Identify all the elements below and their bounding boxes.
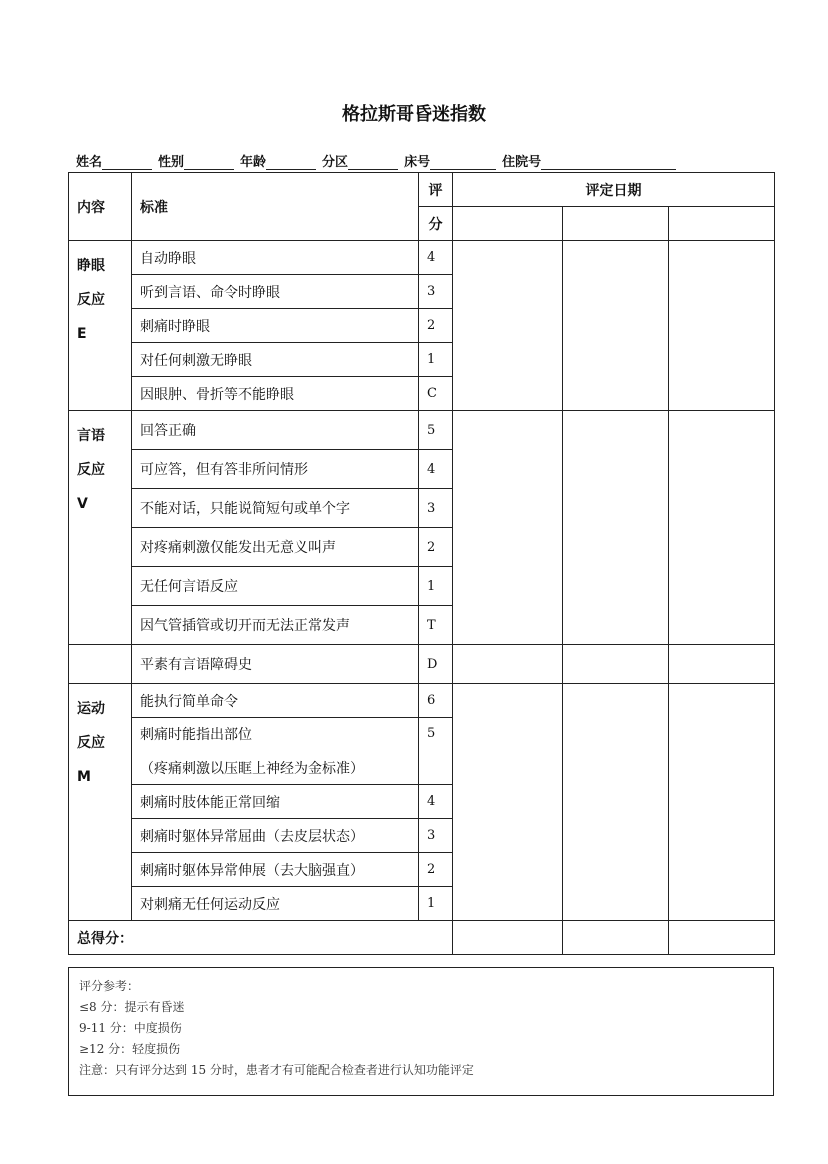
score-cell: 3 bbox=[419, 275, 453, 309]
score-cell: D bbox=[419, 645, 453, 684]
score-cell: 2 bbox=[419, 528, 453, 567]
date-score-cell-2[interactable] bbox=[563, 645, 669, 684]
score-cell: C bbox=[419, 377, 453, 411]
score-cell: 1 bbox=[419, 567, 453, 606]
date-score-cell-2[interactable] bbox=[563, 411, 669, 645]
date-cell-2[interactable] bbox=[563, 207, 669, 241]
criterion-text: 平素有言语障碍史 bbox=[140, 657, 252, 673]
scoring-reference-box bbox=[68, 967, 774, 1096]
date-score-cell-2[interactable] bbox=[563, 684, 669, 921]
criterion-cell bbox=[132, 567, 419, 606]
score-cell: 1 bbox=[419, 887, 453, 921]
total-score-label: 总得分： bbox=[69, 921, 453, 955]
criterion-cell bbox=[132, 819, 419, 853]
patient-field bbox=[404, 151, 502, 170]
patient-field-input-line[interactable] bbox=[430, 155, 496, 170]
criterion-cell bbox=[132, 718, 419, 785]
criterion-text: 不能对话，只能说简短句或单个字 bbox=[140, 501, 350, 517]
criterion-cell bbox=[132, 489, 419, 528]
criterion-cell bbox=[132, 377, 419, 411]
table-row bbox=[69, 684, 775, 718]
criterion-cell bbox=[132, 309, 419, 343]
patient-field-label: 年龄 bbox=[240, 155, 267, 170]
criterion-text: 因眼肿、骨折等不能睁眼 bbox=[140, 386, 294, 403]
reference-line: ≥12 分：轻度损伤 bbox=[79, 1042, 181, 1056]
patient-field-label: 分区 bbox=[322, 155, 349, 170]
criterion-text: 刺痛时躯体异常伸展（去大脑强直） bbox=[140, 862, 364, 879]
criterion-text: 回答正确 bbox=[140, 423, 196, 439]
total-score-cell-3[interactable] bbox=[669, 921, 775, 955]
criterion-text: 能执行简单命令 bbox=[140, 693, 238, 710]
header-criteria: 标准 bbox=[132, 173, 419, 241]
patient-field-input-line[interactable] bbox=[266, 155, 316, 170]
category-label-line: 睁眼 bbox=[77, 258, 105, 274]
category-label-line: 反应 bbox=[77, 735, 105, 751]
date-cell-3[interactable] bbox=[669, 207, 775, 241]
criterion-text: 自动睁眼 bbox=[140, 250, 196, 267]
total-row bbox=[69, 921, 775, 955]
score-cell: 4 bbox=[419, 450, 453, 489]
score-cell: 3 bbox=[419, 489, 453, 528]
patient-field-label: 性别 bbox=[158, 155, 185, 170]
header-assessment-date: 评定日期 bbox=[453, 173, 775, 207]
date-cell-1[interactable] bbox=[453, 207, 563, 241]
criterion-cell bbox=[132, 887, 419, 921]
criterion-cell bbox=[132, 606, 419, 645]
date-score-cell-2[interactable] bbox=[563, 241, 669, 411]
patient-info-line bbox=[76, 152, 682, 170]
category-cell bbox=[69, 241, 132, 411]
criterion-cell bbox=[132, 853, 419, 887]
score-cell: T bbox=[419, 606, 453, 645]
criterion-note: （疼痛刺激以压眶上神经为金标准） bbox=[140, 761, 364, 777]
criterion-cell bbox=[132, 241, 419, 275]
criterion-text: 对任何刺激无睁眼 bbox=[140, 352, 252, 369]
criterion-cell bbox=[132, 785, 419, 819]
score-cell: 3 bbox=[419, 819, 453, 853]
patient-field-label: 姓名 bbox=[76, 155, 103, 170]
criterion-text: 刺痛时肢体能正常回缩 bbox=[140, 794, 280, 811]
patient-field bbox=[322, 151, 404, 170]
patient-field-input-line[interactable] bbox=[102, 155, 152, 170]
criterion-cell bbox=[132, 450, 419, 489]
reference-line: ≤8 分：提示有昏迷 bbox=[79, 1000, 185, 1014]
date-score-cell-1[interactable] bbox=[453, 645, 563, 684]
total-score-cell-2[interactable] bbox=[563, 921, 669, 955]
date-score-cell-3[interactable] bbox=[669, 241, 775, 411]
score-cell: 5 bbox=[419, 411, 453, 450]
criterion-text: 刺痛时躯体异常屈曲（去皮层状态） bbox=[140, 828, 364, 845]
patient-field bbox=[502, 151, 682, 170]
reference-line: 9-11 分：中度损伤 bbox=[79, 1021, 182, 1035]
gcs-table bbox=[68, 172, 775, 955]
patient-field bbox=[158, 151, 240, 170]
score-cell: 6 bbox=[419, 684, 453, 718]
score-cell: 2 bbox=[419, 853, 453, 887]
criterion-text: 对疼痛刺激仅能发出无意义叫声 bbox=[140, 540, 336, 556]
criterion-text: 对刺痛无任何运动反应 bbox=[140, 896, 280, 913]
score-cell: 4 bbox=[419, 241, 453, 275]
patient-field-label: 住院号 bbox=[502, 155, 542, 170]
total-score-cell-1[interactable] bbox=[453, 921, 563, 955]
category-cell bbox=[69, 411, 132, 645]
criterion-text: 刺痛时睁眼 bbox=[140, 318, 210, 335]
category-label-line: M bbox=[77, 769, 91, 785]
category-label-line: 反应 bbox=[77, 462, 105, 478]
category-label-line: 运动 bbox=[77, 701, 105, 717]
criterion-cell bbox=[132, 528, 419, 567]
score-cell: 4 bbox=[419, 785, 453, 819]
date-score-cell-1[interactable] bbox=[453, 684, 563, 921]
patient-field-input-line[interactable] bbox=[541, 155, 676, 170]
criterion-cell bbox=[132, 411, 419, 450]
category-label-line: 言语 bbox=[77, 428, 105, 444]
date-score-cell-3[interactable] bbox=[669, 411, 775, 645]
table-row bbox=[69, 241, 775, 275]
score-cell: 1 bbox=[419, 343, 453, 377]
criterion-cell bbox=[132, 275, 419, 309]
criterion-text: 听到言语、命令时睁眼 bbox=[140, 284, 280, 301]
date-score-cell-3[interactable] bbox=[669, 684, 775, 921]
date-score-cell-3[interactable] bbox=[669, 645, 775, 684]
patient-field-input-line[interactable] bbox=[184, 155, 234, 170]
criterion-text: 因气管插管或切开而无法正常发声 bbox=[140, 618, 350, 634]
reference-title: 评分参考： bbox=[79, 979, 140, 993]
header-score-top: 评 bbox=[419, 173, 453, 207]
table-row bbox=[69, 645, 775, 684]
header-score-bottom: 分 bbox=[419, 207, 453, 241]
reference-line: 注意：只有评分达到 15 分时，患者才有可能配合检查者进行认知功能评定 bbox=[79, 1063, 474, 1077]
header-content: 内容 bbox=[69, 173, 132, 241]
criterion-text: 可应答，但有答非所问情形 bbox=[140, 462, 308, 478]
table-row bbox=[69, 411, 775, 450]
date-score-cell-1[interactable] bbox=[453, 411, 563, 645]
criterion-text: 刺痛时能指出部位 bbox=[140, 727, 252, 743]
patient-field-input-line[interactable] bbox=[348, 155, 398, 170]
category-cell bbox=[69, 645, 132, 684]
patient-field bbox=[240, 151, 322, 170]
patient-field bbox=[76, 151, 158, 170]
patient-field-label: 床号 bbox=[404, 155, 431, 170]
criterion-cell bbox=[132, 684, 419, 718]
criterion-text: 无任何言语反应 bbox=[140, 579, 238, 595]
category-label-line: 反应 bbox=[77, 292, 105, 308]
page-title: 格拉斯哥昏迷指数 bbox=[342, 104, 486, 125]
date-score-cell-1[interactable] bbox=[453, 241, 563, 411]
criterion-cell bbox=[132, 645, 419, 684]
score-cell: 2 bbox=[419, 309, 453, 343]
score-cell: 5 bbox=[419, 718, 453, 785]
category-label-line: E bbox=[77, 326, 87, 342]
category-label-line: V bbox=[77, 496, 88, 512]
category-cell bbox=[69, 684, 132, 921]
criterion-cell bbox=[132, 343, 419, 377]
